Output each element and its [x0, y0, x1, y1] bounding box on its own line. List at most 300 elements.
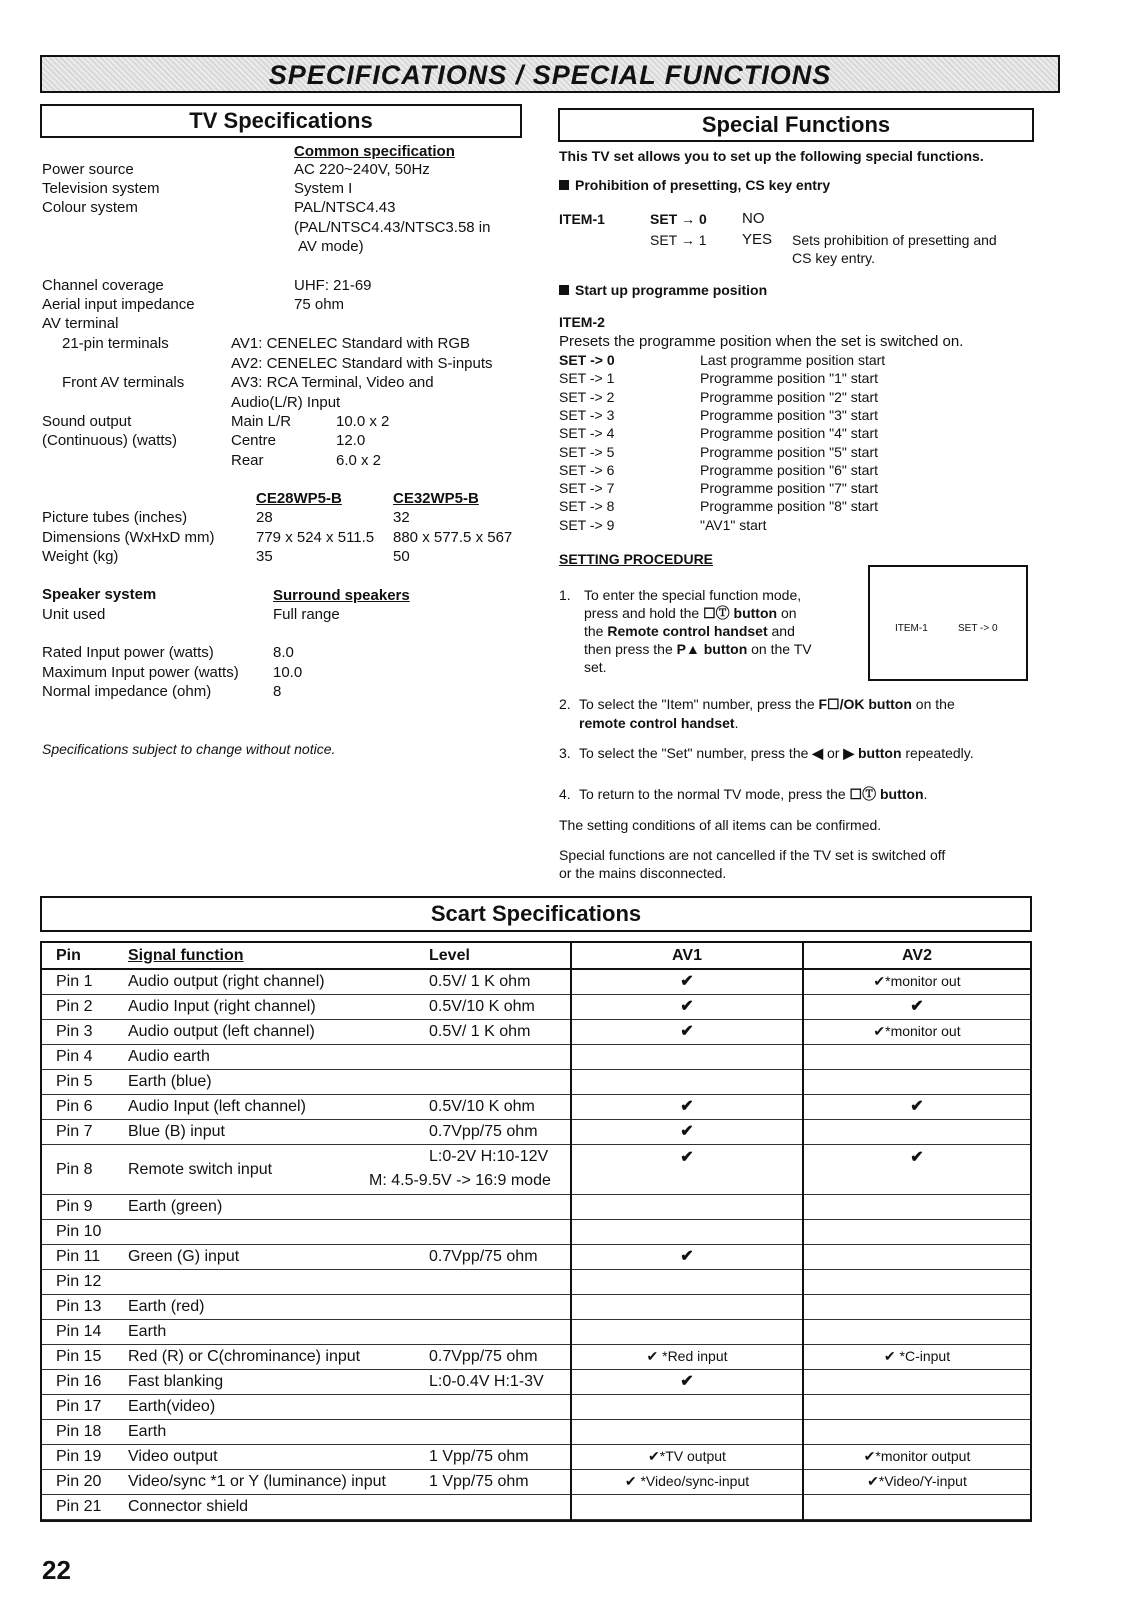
av2-cell-text: ✔ *C-input — [883, 1348, 951, 1364]
pin-cell-text: Pin 7 — [56, 1123, 93, 1140]
dimensions-value-2: 880 x 577.5 x 567 — [393, 529, 513, 546]
pin-cell-text: Pin 19 — [56, 1448, 102, 1465]
set-value: SET -> 0 — [559, 352, 615, 368]
scart-table — [42, 943, 1030, 1520]
set-list-item — [559, 424, 878, 442]
set-value: SET -> 2 — [559, 388, 615, 405]
pin-header: Pin — [42, 943, 124, 969]
av2-cell — [803, 1394, 1030, 1419]
step1-bold-text: Remote control handset — [607, 623, 768, 639]
colour-value: (PAL/NTSC4.43/NTSC3.58 in — [294, 219, 491, 236]
av1-cell-text: ✔ *Video/sync-input — [624, 1473, 750, 1489]
signal-cell — [124, 1119, 425, 1144]
av2-cell — [803, 994, 1030, 1019]
pin-cell-text: Pin 3 — [56, 1023, 93, 1040]
step1-text: then press the — [584, 641, 677, 657]
tube-value-2: 32 — [393, 509, 410, 526]
aerial-label: Aerial input impedance — [42, 296, 195, 313]
table-row — [42, 1194, 1030, 1219]
signal-cell-text: Video output — [128, 1448, 218, 1465]
signal-cell — [124, 1394, 425, 1419]
bullet-square-icon — [559, 285, 569, 295]
pin-cell — [42, 1419, 124, 1444]
set-value: SET -> 1 — [559, 370, 615, 387]
av1-cell — [571, 1419, 803, 1444]
signal-cell-text: Audio output (right channel) — [128, 973, 325, 991]
pin-cell — [42, 1219, 124, 1244]
sound-label: (Continuous) (watts) — [42, 432, 178, 449]
sound-label: Sound output — [42, 413, 132, 430]
pin-cell-text: Pin 5 — [56, 1073, 93, 1090]
pin21-label: 21-pin terminals — [62, 335, 169, 352]
level-cell — [369, 1144, 571, 1194]
pin-cell — [42, 1369, 124, 1394]
table-row — [42, 1244, 1030, 1269]
av1-header: AV1 — [571, 943, 803, 969]
rated-label: Rated Input power (watts) — [42, 644, 214, 661]
colour-value: PAL/NTSC4.43 — [294, 199, 396, 216]
step1-line — [584, 640, 812, 658]
level-cell — [425, 1244, 571, 1269]
screen-item-text: ITEM-1 — [895, 623, 928, 634]
sound-centre-value: 12.0 — [336, 432, 366, 449]
tv-specifications-heading: TV Specifications — [40, 104, 522, 138]
av1-cell-text: ✔ — [680, 973, 694, 991]
av1-cell — [571, 1044, 803, 1069]
special-intro: This TV set allows you to set up the following special functions. — [559, 148, 984, 164]
av2-cell — [803, 1469, 1030, 1494]
item1-set1: SET → 1 — [650, 232, 707, 248]
rated-value: 8.0 — [273, 644, 294, 661]
pin-cell-text: Pin 10 — [56, 1223, 102, 1240]
sound-rear: Rear — [231, 452, 264, 469]
step3-text: To select the "Set" number, press the — [579, 745, 813, 761]
pin-cell — [42, 1269, 124, 1294]
av2-cell — [803, 1144, 1030, 1194]
step2-text: on the — [911, 696, 955, 712]
level-cell-text: 1 Vpp/75 ohm — [429, 1473, 529, 1490]
pin-cell-text: Pin 17 — [56, 1398, 102, 1415]
pin-cell — [42, 1019, 124, 1044]
special-functions-heading: Special Functions — [558, 108, 1034, 142]
step1-text: on — [777, 605, 797, 621]
left-arrow-icon: ◀ — [812, 745, 824, 761]
signal-cell — [124, 1019, 425, 1044]
page-number: 22 — [42, 1555, 71, 1585]
level-cell-text: L:0-0.4V H:1-3V — [429, 1373, 544, 1390]
step1-text: the — [584, 623, 608, 639]
av2-cell — [803, 1494, 1030, 1519]
av2-cell — [803, 1069, 1030, 1094]
table-row — [42, 969, 1030, 994]
set-list-item — [559, 388, 878, 406]
level-cell — [425, 1419, 571, 1444]
av1-cell — [571, 969, 803, 994]
cancel-text: Special functions are not cancelled if the TV set is switched off — [559, 847, 946, 863]
table-row — [42, 1469, 1030, 1494]
bullet-square-icon — [559, 180, 569, 190]
sound-main: Main L/R — [231, 413, 292, 430]
unit-value: Full range — [273, 606, 340, 623]
pin-cell-text: Pin 2 — [56, 998, 93, 1015]
set-value: SET -> 3 — [559, 406, 615, 423]
step2-text: To select the "Item" number, press the — [579, 696, 819, 712]
signal-cell — [124, 1194, 425, 1219]
item1-yes-desc: CS key entry. — [792, 250, 875, 266]
set-list-item — [559, 497, 878, 515]
step3-text: or — [823, 745, 844, 761]
pin-cell — [42, 1394, 124, 1419]
tube-value-1: 28 — [256, 509, 273, 526]
av1-cell-text: ✔ — [680, 1148, 694, 1166]
surround-header: Surround speakers — [273, 587, 410, 604]
step1-line: set. — [584, 659, 607, 675]
max-value: 10.0 — [273, 664, 303, 681]
level-cell — [425, 1369, 571, 1394]
signal-cell-text: Earth(video) — [128, 1398, 216, 1415]
screen-button-icon: ☐Ⓣ — [703, 605, 730, 621]
level-cell — [425, 1494, 571, 1519]
step2-bold-text: remote control handset — [579, 715, 735, 731]
item1-label: ITEM-1 — [559, 211, 605, 227]
level-cell — [425, 1344, 571, 1369]
speaker-label: Speaker system — [42, 586, 157, 603]
pin-cell-text: Pin 6 — [56, 1098, 93, 1115]
set-list-item — [559, 479, 878, 497]
av2-cell — [803, 1419, 1030, 1444]
av2-cell — [803, 1369, 1030, 1394]
signal-cell-text: Fast blanking — [128, 1373, 224, 1390]
pin-cell — [42, 1294, 124, 1319]
table-row — [42, 1269, 1030, 1294]
av2-cell — [803, 1044, 1030, 1069]
pin-cell — [42, 1494, 124, 1519]
table-row — [42, 1369, 1030, 1394]
table-row — [42, 1419, 1030, 1444]
av2-header: AV2 — [803, 943, 1030, 969]
signal-cell — [124, 994, 425, 1019]
signal-cell — [124, 1244, 425, 1269]
set-list-item — [559, 406, 878, 424]
weight-label: Weight (kg) — [42, 548, 119, 565]
set-description: Programme position "7" start — [700, 480, 879, 497]
level-cell — [425, 1219, 571, 1244]
level-cell — [425, 1319, 571, 1344]
signal-cell — [124, 1044, 425, 1069]
scart-header-row — [42, 943, 1030, 969]
av2-cell — [803, 969, 1030, 994]
step4-text: . — [923, 786, 928, 802]
step1-text: on the TV — [747, 641, 812, 657]
av2-cell-text: ✔*monitor out — [873, 973, 961, 990]
table-row — [42, 1219, 1030, 1244]
set-value: SET -> 9 — [559, 516, 615, 533]
av1-cell-text: ✔ — [680, 1248, 694, 1265]
signal-cell — [124, 1494, 425, 1519]
signal-cell — [124, 1344, 425, 1369]
level-cell — [425, 1019, 571, 1044]
av2-cell — [803, 1194, 1030, 1219]
av2-cell — [803, 1319, 1030, 1344]
av1-cell-text: ✔ — [680, 1373, 694, 1390]
pin-cell-text: Pin 1 — [56, 973, 93, 991]
level-cell-text: 0.7Vpp/75 ohm — [429, 1123, 538, 1140]
unit-label: Unit used — [42, 606, 106, 623]
table-row — [42, 1044, 1030, 1069]
cancel-text: or the mains disconnected. — [559, 865, 727, 881]
common-spec-header: Common specification — [294, 143, 455, 160]
item2-desc: Presets the programme position when the set is switched on. — [559, 333, 964, 350]
startup-title — [559, 281, 767, 299]
step4-number: 4. — [559, 786, 571, 802]
signal-cell-text: Audio Input (right channel) — [128, 998, 316, 1015]
av2-cell — [803, 1094, 1030, 1119]
av1-cell-text: ✔ — [680, 1023, 694, 1040]
signal-cell-text: Green (G) input — [128, 1248, 240, 1265]
level-cell-text: 1 Vpp/75 ohm — [429, 1448, 529, 1465]
level-cell — [425, 969, 571, 994]
set-description: Programme position "4" start — [700, 425, 879, 442]
av1-cell — [571, 1094, 803, 1119]
prohibition-title — [559, 176, 830, 194]
av2-cell — [803, 1344, 1030, 1369]
screen-display-box — [868, 565, 1028, 681]
confirm-text: The setting conditions of all items can be confirmed. — [559, 817, 882, 833]
av1-cell — [571, 1244, 803, 1269]
av2-cell — [803, 1019, 1030, 1044]
step1-number: 1. — [559, 587, 571, 603]
pin-cell-text: Pin 11 — [56, 1248, 101, 1265]
sound-centre: Centre — [231, 432, 277, 449]
av1-cell — [571, 1469, 803, 1494]
av1-cell — [571, 1494, 803, 1519]
step1-text: and — [767, 623, 795, 639]
level-cell — [425, 1444, 571, 1469]
av2-cell-text: ✔*Video/Y-input — [867, 1473, 967, 1489]
pin-cell — [42, 1119, 124, 1144]
signal-cell — [124, 1469, 425, 1494]
dimensions-label: Dimensions (WxHxD mm) — [42, 529, 215, 546]
pin-cell-text: Pin 4 — [56, 1048, 93, 1065]
set-description: Programme position "3" start — [700, 406, 879, 423]
av1-cell — [571, 1194, 803, 1219]
signal-cell — [124, 1269, 425, 1294]
procedure-title: SETTING PROCEDURE — [559, 551, 714, 567]
av3-value: Audio(L/R) Input — [231, 394, 341, 411]
av2-cell-text: ✔*monitor out — [873, 1023, 961, 1039]
signal-cell-text: Earth — [128, 1323, 167, 1340]
power-value: AC 220~240V, 50Hz — [294, 161, 430, 178]
pin-cell-text: Pin 8 — [56, 1160, 93, 1178]
step1-button-text: button — [729, 605, 778, 621]
pin-cell-text: Pin 20 — [56, 1473, 102, 1490]
av1-cell-text: ✔ — [680, 998, 694, 1015]
tube-label: Picture tubes (inches) — [42, 509, 188, 526]
av2-cell — [803, 1269, 1030, 1294]
av1-cell-text: ✔*TV output — [648, 1448, 726, 1464]
level-cell — [425, 1469, 571, 1494]
av1-cell-text: ✔ *Red input — [646, 1348, 728, 1364]
step1-bold-text: P▲ button — [676, 641, 748, 657]
step4-line — [579, 785, 927, 803]
tvsys-label: Television system — [42, 180, 160, 197]
av1-cell-text: ✔ — [680, 1098, 694, 1115]
av1-cell — [571, 1219, 803, 1244]
colour-value: AV mode) — [298, 238, 364, 255]
power-label: Power source — [42, 161, 134, 178]
right-arrow-button-text: ▶ button — [843, 745, 902, 761]
level-cell — [425, 1044, 571, 1069]
impedance-value: 8 — [273, 683, 282, 700]
set-list-item — [559, 369, 878, 387]
level-cell-text: 0.7Vpp/75 ohm — [429, 1348, 538, 1365]
signal-cell — [124, 1444, 425, 1469]
av1-cell — [571, 994, 803, 1019]
step2-bold-text: F☐/OK button — [818, 696, 912, 712]
prohibition-title-text: Prohibition of presetting, CS key entry — [575, 177, 831, 193]
signal-cell-text: Audio output (left channel) — [128, 1023, 315, 1040]
set-list-item — [559, 461, 878, 479]
signal-cell-text: Earth — [128, 1423, 167, 1440]
level-cell — [425, 1094, 571, 1119]
page-title: SPECIFICATIONS / SPECIAL FUNCTIONS — [268, 60, 832, 90]
table-row — [42, 1394, 1030, 1419]
tvsys-value: System I — [294, 180, 353, 197]
level-cell — [425, 1269, 571, 1294]
page-banner — [40, 55, 1060, 93]
set-description: Programme position "1" start — [700, 370, 879, 387]
pin-cell-text: Pin 15 — [56, 1348, 102, 1365]
aerial-value: 75 ohm — [294, 296, 345, 313]
scart-table-container — [40, 941, 1032, 1522]
level-cell — [425, 1394, 571, 1419]
level-cell — [425, 1119, 571, 1144]
level-cell-text: 0.5V/ 1 K ohm — [429, 973, 531, 991]
signal-header-text: Signal function — [128, 947, 244, 964]
level-header: Level — [425, 943, 571, 969]
signal-cell — [124, 1294, 425, 1319]
set-description: "AV1" start — [700, 516, 767, 533]
pin-cell-text: Pin 16 — [56, 1373, 102, 1390]
level-cell-text: 0.5V/ 1 K ohm — [429, 1023, 531, 1040]
signal-cell-text: Remote switch input — [128, 1160, 273, 1178]
signal-cell — [124, 1419, 425, 1444]
step3-text: repeatedly. — [901, 745, 974, 761]
startup-title-text: Start up programme position — [575, 282, 768, 298]
signal-header — [124, 943, 425, 969]
pin-cell-text: Pin 21 — [56, 1498, 102, 1515]
pin-cell — [42, 1244, 124, 1269]
level-cell-text: L:0-2V H:10-12V — [429, 1147, 549, 1165]
set-list-item — [559, 351, 885, 369]
weight-value-2: 50 — [393, 548, 410, 565]
av1-cell-text: ✔ — [680, 1123, 694, 1140]
channel-value: UHF: 21-69 — [294, 277, 372, 294]
av1-cell — [571, 1119, 803, 1144]
pin-cell — [42, 1094, 124, 1119]
set-value: SET -> 5 — [559, 443, 615, 460]
model2-header: CE32WP5-B — [393, 490, 479, 507]
av2-cell-text: ✔ — [910, 998, 924, 1015]
step3-line — [579, 744, 974, 762]
signal-cell — [124, 1369, 425, 1394]
pin-cell — [42, 1319, 124, 1344]
step2-number: 2. — [559, 696, 571, 712]
colour-label: Colour system — [42, 199, 138, 216]
screen-set-text: SET -> 0 — [958, 623, 998, 634]
level-cell-text: 0.7Vpp/75 ohm — [429, 1248, 538, 1265]
set-value: SET -> 7 — [559, 480, 615, 497]
signal-cell — [124, 969, 425, 994]
item1-set0: SET → 0 — [650, 211, 707, 227]
av2-value: AV2: CENELEC Standard with S-inputs — [231, 355, 493, 372]
av2-cell — [803, 1294, 1030, 1319]
item1-no: NO — [742, 210, 765, 227]
signal-cell — [124, 1094, 425, 1119]
set-value: SET -> 8 — [559, 498, 615, 515]
signal-cell — [124, 1319, 425, 1344]
signal-cell-text: Video/sync *1 or Y (luminance) input — [128, 1473, 386, 1490]
set-value: SET -> 4 — [559, 425, 615, 442]
signal-cell-text: Connector shield — [128, 1498, 249, 1515]
signal-cell — [124, 1219, 425, 1244]
step1-line — [584, 622, 795, 640]
set-description: Programme position "2" start — [700, 388, 879, 405]
pin-cell — [42, 1144, 124, 1194]
pin-cell-text: Pin 13 — [56, 1298, 102, 1315]
table-row — [42, 994, 1030, 1019]
pin-cell — [42, 1069, 124, 1094]
signal-cell-text: Blue (B) input — [128, 1123, 225, 1140]
av1-cell — [571, 1144, 803, 1194]
pin-cell-text: Pin 12 — [56, 1273, 102, 1290]
level-cell — [425, 1069, 571, 1094]
item1-yes: YES — [742, 231, 773, 248]
av-terminal-label: AV terminal — [42, 315, 119, 332]
set-description: Programme position "5" start — [700, 443, 879, 460]
table-row — [42, 1319, 1030, 1344]
av2-cell — [803, 1244, 1030, 1269]
signal-cell-text: Red (R) or C(chrominance) input — [128, 1348, 361, 1365]
signal-cell-text: Earth (red) — [128, 1298, 205, 1315]
item2-label: ITEM-2 — [559, 314, 605, 330]
sound-rear-value: 6.0 x 2 — [336, 452, 382, 469]
step4-text: To return to the normal TV mode, press the — [579, 786, 850, 802]
level-cell — [425, 994, 571, 1019]
level-cell — [425, 1194, 571, 1219]
table-row — [42, 1094, 1030, 1119]
av1-cell — [571, 1294, 803, 1319]
table-row — [42, 1069, 1030, 1094]
av2-cell — [803, 1444, 1030, 1469]
sound-main-value: 10.0 x 2 — [336, 413, 390, 430]
pin-cell — [42, 1469, 124, 1494]
signal-cell — [124, 1069, 425, 1094]
av1-cell — [571, 1369, 803, 1394]
pin-cell-text: Pin 14 — [56, 1323, 102, 1340]
table-row — [42, 1344, 1030, 1369]
step3-number: 3. — [559, 745, 571, 761]
item1-yes-desc: Sets prohibition of presetting and — [792, 232, 997, 248]
pin-cell — [42, 994, 124, 1019]
av1-cell — [571, 1444, 803, 1469]
channel-label: Channel coverage — [42, 277, 164, 294]
av1-cell — [571, 1019, 803, 1044]
pin-cell — [42, 1044, 124, 1069]
set-description: Programme position "6" start — [700, 461, 879, 478]
level-cell — [425, 1294, 571, 1319]
set-list-item — [559, 516, 766, 534]
